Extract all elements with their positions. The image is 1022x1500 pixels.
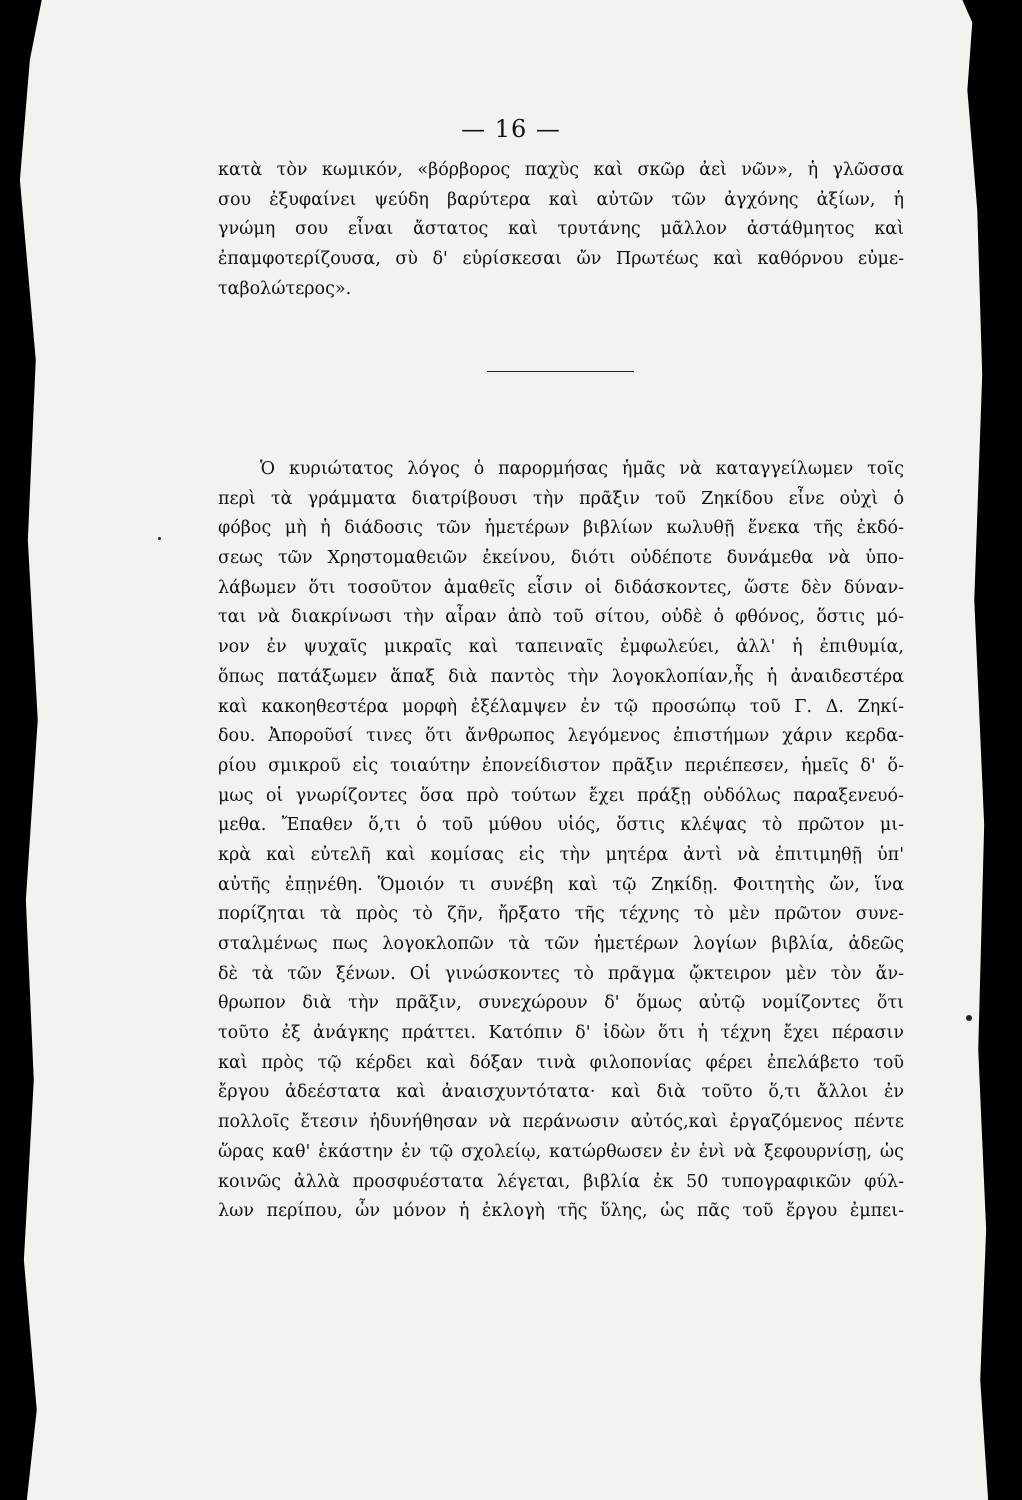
text-line: γνώμη σου εἶναι ἄστατος καὶ τρυτάνης μᾶλλον ἀστάθμητος καὶ — [218, 219, 904, 240]
ink-speck — [966, 1015, 972, 1021]
text-line: ὅπως πατάξωμεν ἅπαξ διὰ παντὸς τὴν λογοκλοπίαν,ἧς ἡ ἀναιδεστέρα — [218, 666, 904, 687]
quote-paragraph — [218, 156, 904, 304]
text-line: ὥρας καθ' ἑκάστην ἐν τῷ σχολείῳ, κατώρθωσεν ἐν ἑνὶ νὰ ξεφουρνίσῃ, ὡς — [218, 1141, 904, 1162]
text-line: ταβολώτερος». — [218, 278, 352, 299]
text-line: σου ἐξυφαίνει ψεύδη βαρύτερα καὶ αὐτῶν τῶν ἀγχόνης ἀξίων, ἡ — [218, 189, 904, 210]
text-line: ρίου σμικροῦ εἰς τοιαύτην ἐπονείδιστον πρᾶξιν περιέπεσεν, ἡμεῖς δ' ὅ- — [218, 755, 904, 776]
text-line: φόβος μὴ ἡ διάδοσις τῶν ἡμετέρων βιβλίων κωλυθῇ ἕνεκα τῆς ἐκδό- — [218, 518, 904, 539]
body-paragraph — [218, 455, 904, 1227]
text-line: πολλοῖς ἔτεσιν ἠδυνήθησαν νὰ περάνωσιν αὐτός,καὶ ἐργαζόμενος πέντε — [218, 1112, 904, 1133]
text-line: σεως τῶν Χρηστομαθειῶν ἐκείνου, διότι οὐδέποτε δυνάμεθα νὰ ὑπο- — [218, 548, 904, 569]
text-line: περὶ τὰ γράμματα διατρίβουσι τὴν πρᾶξιν τοῦ Ζηκίδου εἶνε οὐχὶ ὁ — [218, 488, 904, 509]
text-line: λάβωμεν ὅτι τοσοῦτον ἀμαθεῖς εἶσιν οἱ διδάσκοντες, ὥστε δὲν δύναν- — [218, 577, 904, 598]
text-line: ἔργου ἀδεέστατα καὶ ἀναισχυντότατα· καὶ διὰ τοῦτο ὅ,τι ἄλλοι ἐν — [218, 1082, 904, 1103]
text-line: καὶ κακοηθεστέρα μορφὴ ἐξέλαμψεν ἐν τῷ προσώπῳ τοῦ Γ. Δ. Ζηκί- — [218, 696, 904, 717]
text-line: νον ἐν ψυχαῖς μικραῖς καὶ ταπειναῖς ἐμφωλεύει, ἀλλ' ἡ ἐπιθυμία, — [218, 637, 904, 658]
text-line: δὲ τὰ τῶν ξένων. Οἱ γινώσκοντες τὸ πρᾶγμα ᾤκτειρον μὲν τὸν ἄν- — [218, 963, 904, 984]
text-line: μως οἱ γνωρίζοντες ὅσα πρὸ τούτων ἔχει πράξῃ οὐδόλως παραξενευό- — [218, 785, 904, 806]
text-line: ἐπαμφοτερίζουσα, σὺ δ' εὑρίσκεσαι ὤν Πρωτέως καὶ καθόρνου εὐμε- — [218, 249, 904, 270]
ink-speck — [158, 537, 161, 540]
text-line: δου. Ἀποροῦσί τινες ὅτι ἄνθρωπος λεγόμενος ἐπιστήμων χάριν κερδα- — [218, 726, 904, 747]
text-line: Ὁ κυριώτατος λόγος ὁ παρορμήσας ἡμᾶς νὰ καταγγείλωμεν τοῖς — [260, 459, 904, 479]
text-line: μεθα. Ἔπαθεν ὅ,τι ὁ τοῦ μύθου υἱός, ὅστις κλέψας τὸ πρῶτον μι- — [218, 815, 904, 836]
text-line: ται νὰ διακρίνωσι τὴν αἶραν ἀπὸ τοῦ σίτου, οὐδὲ ὁ φθόνος, ὅστις μό- — [218, 607, 904, 628]
text-line: τοῦτο ἐξ ἀνάγκης πράττει. Κατόπιν δ' ἰδὼν ὅτι ἡ τέχνη ἔχει πέρασιν — [218, 1023, 904, 1044]
text-line: λων περίπου, ὧν μόνον ἡ ἐκλογὴ τῆς ὕλης, ὡς πᾶς τοῦ ἔργου ἐμπει- — [218, 1201, 904, 1222]
text-line: κρὰ καὶ εὐτελῆ καὶ κομίσας εἰς τὴν μητέρα ἀντὶ νὰ ἐπιτιμηθῇ ὑπ' — [218, 844, 904, 865]
text-line: αὐτῆς ἐπῃνέθη. Ὅμοιόν τι συνέβη καὶ τῷ Ζηκίδῃ. Φοιτητὴς ὤν, ἵνα — [218, 874, 904, 895]
text-line: πορίζηται τὰ πρὸς τὸ ζῆν, ἤρξατο τῆς τέχνης τὸ μὲν πρῶτον συνε- — [218, 904, 904, 925]
section-divider — [487, 371, 634, 372]
text-line: κατὰ τὸν κωμικόν, «βόρβορος παχὺς καὶ σκῶρ ἀεὶ νῶν», ἡ γλῶσσα — [218, 160, 904, 180]
text-line: σταλμένως πως λογοκλοπῶν τὰ τῶν ἡμετέρων λογίων βιβλία, ἀδεῶς — [218, 934, 904, 954]
text-line: θρωπον διὰ τὴν πρᾶξιν, συνεχώρουν δ' ὅμως αὐτῷ νομίζοντες ὅτι — [218, 993, 904, 1014]
page-number: — 16 — — [461, 115, 561, 143]
text-line: καὶ πρὸς τῷ κέρδει καὶ δόξαν τινὰ φιλοπονίας φέρει ἐπελάβετο τοῦ — [218, 1052, 904, 1073]
text-line: κοινῶς ἀλλὰ προσφυέστατα λέγεται, βιβλία ἐκ 50 τυπογραφικῶν φύλ- — [218, 1171, 904, 1192]
